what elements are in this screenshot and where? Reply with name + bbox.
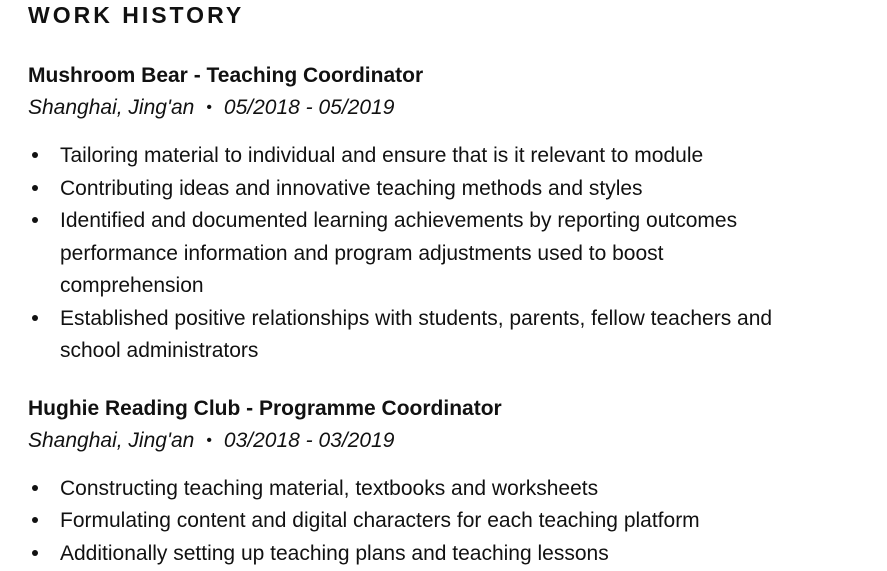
dot-separator: • [206,431,212,449]
list-item [28,140,773,173]
job-title: Hughie Reading Club - Programme Coordinator [28,396,502,420]
bullet-icon [32,217,38,223]
job-meta [28,425,869,457]
bullet-text: Established positive relationships with students, parents, fellow teachers and school administrators [60,306,773,362]
list-item [28,205,773,303]
bullet-icon [32,152,38,158]
list-item [28,173,773,206]
job-bullet-list [28,473,773,571]
job-entry [28,60,869,368]
list-item [28,473,773,506]
bullet-text: Additionally setting up teaching plans and teaching lessons [60,541,609,565]
bullet-text: Formulating content and digital characters for each teaching platform [60,509,700,532]
job-location: Shanghai, Jing'an [28,428,195,452]
dot-separator: • [206,99,212,116]
job-meta [28,92,869,124]
job-title: Mushroom Bear - Teaching Coordinator [28,64,424,87]
bullet-icon [32,185,38,191]
bullet-text: Tailoring material to individual and ensure that is it relevant to module [60,144,704,167]
list-item [28,505,773,538]
bullet-icon [32,315,38,321]
job-dates: 03/2018 - 03/2019 [223,428,395,452]
bullet-text: Identified and documented learning achievements by reporting outcomes performance information and program adjustments used to boost comprehension [60,209,738,297]
job-location: Shanghai, Jing'an [28,96,195,119]
list-item [28,538,773,571]
bullet-text: Constructing teaching material, textbooks and worksheets [60,476,599,500]
section-title: WORK HISTORY [28,2,245,28]
bullet-text: Contributing ideas and innovative teaching methods and styles [60,176,643,200]
bullet-icon [32,485,38,491]
list-item [28,303,773,368]
job-entry [28,393,869,571]
bullet-icon [32,517,38,523]
bullet-icon [32,550,38,556]
job-dates: 05/2018 - 05/2019 [223,96,395,119]
job-bullet-list [28,140,773,368]
